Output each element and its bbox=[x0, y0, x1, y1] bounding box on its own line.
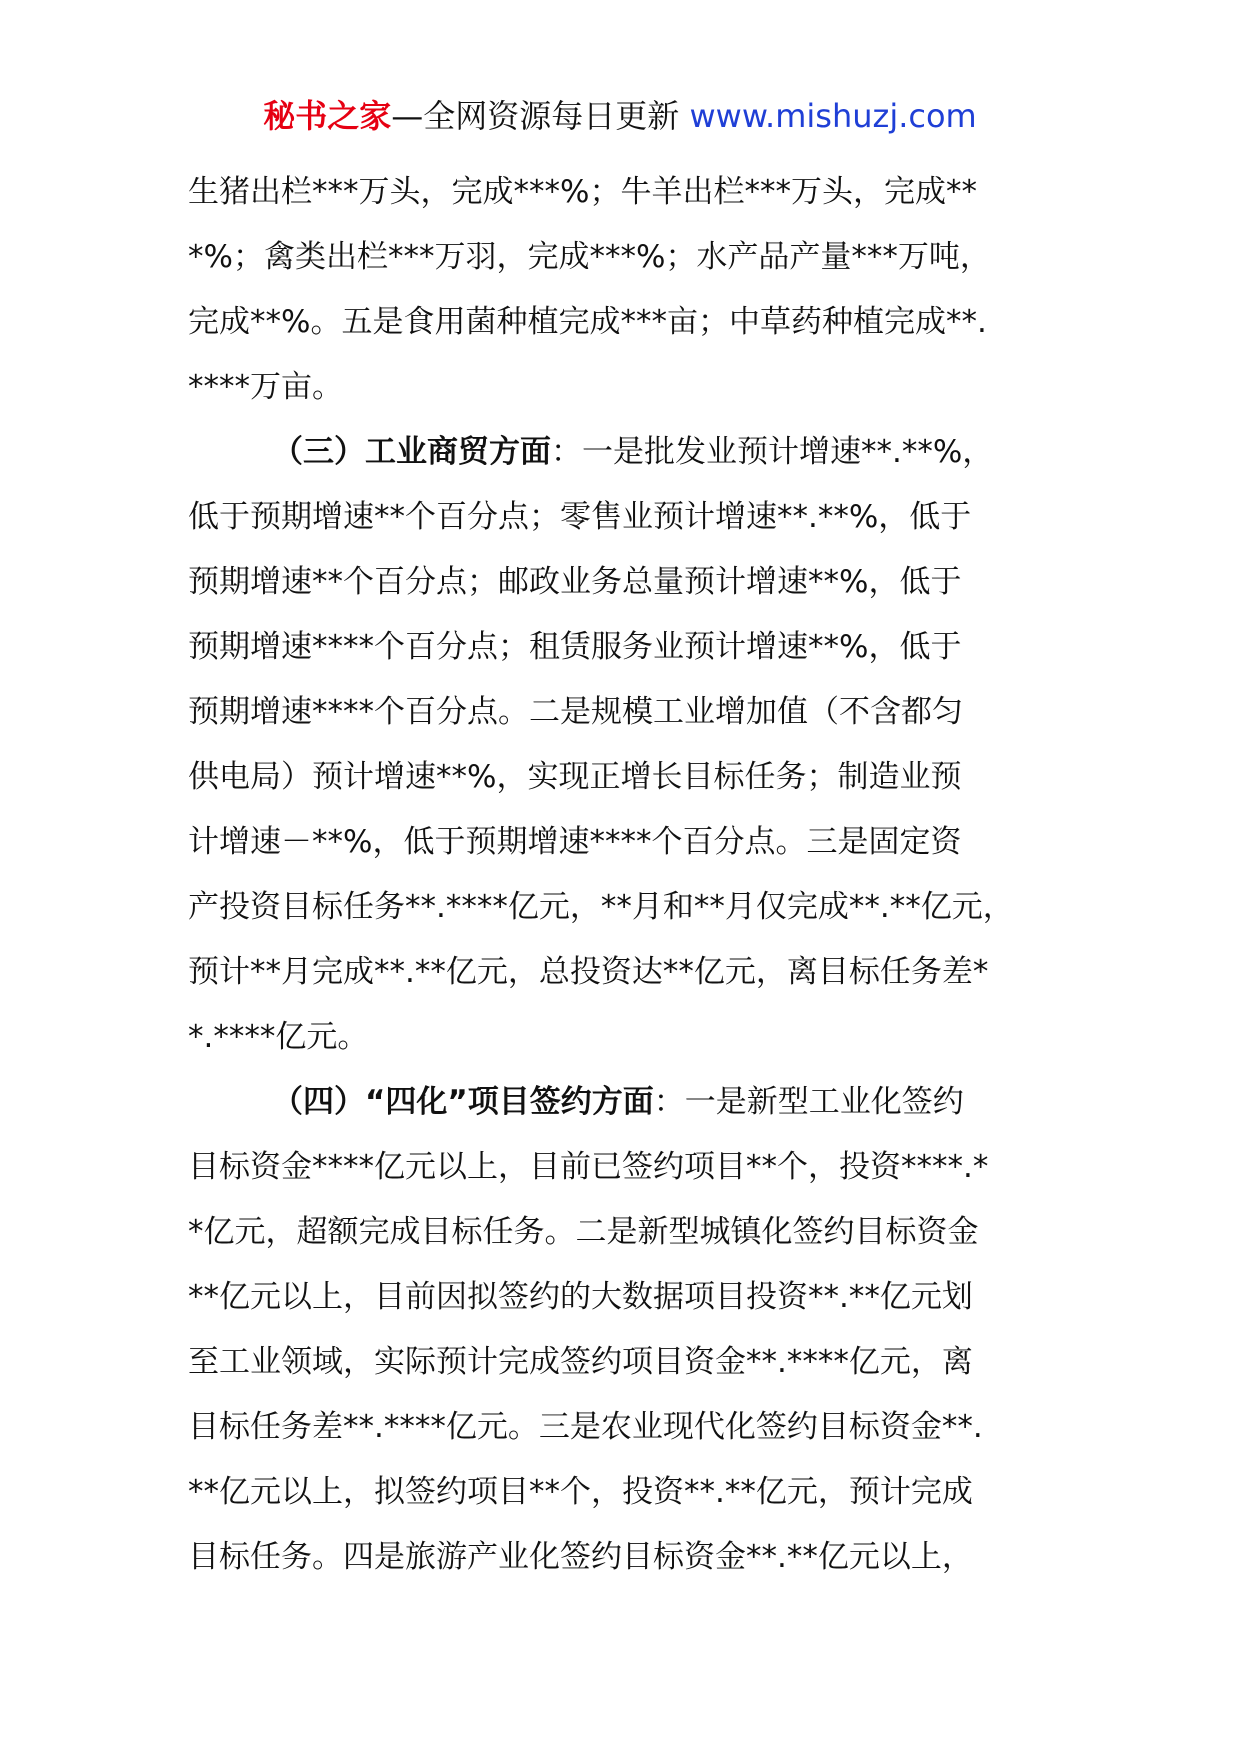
text-line: 预期增速**个百分点；邮政业务总量预计增速**%，低于 bbox=[188, 564, 962, 600]
text-line: 目标任务差**.****亿元。三是农业现代化签约目标资金**. bbox=[188, 1409, 983, 1445]
site-header bbox=[0, 96, 1240, 136]
brand-name: 秘书之家 bbox=[263, 97, 392, 135]
text-line: **亿元以上，拟签约项目**个，投资**.**亿元，预计完成 bbox=[188, 1474, 973, 1510]
text-line: 预期增速****个百分点；租赁服务业预计增速**%，低于 bbox=[188, 629, 962, 665]
text-line: 供电局）预计增速**%，实现正增长目标任务；制造业预 bbox=[188, 759, 962, 795]
text-line: 目标任务。四是旅游产业化签约目标资金**.**亿元以上， bbox=[188, 1539, 973, 1575]
text-line: 完成**%。五是食用菌种植完成***亩；中草药种植完成**. bbox=[188, 304, 987, 340]
text-line: 预期增速****个百分点。二是规模工业增加值（不含都匀 bbox=[188, 694, 963, 730]
section-4-first-line bbox=[188, 1070, 1088, 1135]
section-3-first-line bbox=[188, 420, 1088, 485]
section-4-heading: （四）“四化”项目签约方面 bbox=[272, 1084, 654, 1120]
section-3-heading: （三）工业商贸方面 bbox=[272, 434, 551, 470]
text-line: 产投资目标任务**.****亿元，**月和**月仅完成**.**亿元， bbox=[188, 889, 1014, 925]
text-line: *%；禽类出栏***万羽，完成***%；水产品产量***万吨， bbox=[188, 239, 991, 275]
text-line: *.****亿元。 bbox=[188, 1019, 369, 1055]
text-line: *亿元，超额完成目标任务。二是新型城镇化签约目标资金 bbox=[188, 1214, 979, 1250]
text-line: 计增速－**%，低于预期增速****个百分点。三是固定资 bbox=[188, 824, 962, 860]
text-line: 生猪出栏***万头，完成***%；牛羊出栏***万头，完成** bbox=[188, 174, 977, 210]
text-line: 至工业领域，实际预计完成签约项目资金**.****亿元，离 bbox=[188, 1344, 973, 1380]
section-4-text: ：一是新型工业化签约 bbox=[653, 1084, 964, 1120]
document-body bbox=[188, 160, 1088, 1590]
text-line: **亿元以上，目前因拟签约的大数据项目投资**.**亿元划 bbox=[188, 1279, 973, 1315]
site-url-link[interactable]: www.mishuzj.com bbox=[689, 97, 977, 135]
text-line: 低于预期增速**个百分点；零售业预计增速**.**%，低于 bbox=[188, 499, 972, 535]
text-line: 预计**月完成**.**亿元，总投资达**亿元，离目标任务差* bbox=[188, 954, 989, 990]
section-3-text: ：一是批发业预计增速**.**%， bbox=[551, 434, 994, 470]
header-tagline: —全网资源每日更新 bbox=[391, 97, 690, 135]
text-line: ****万亩。 bbox=[188, 369, 343, 405]
text-line: 目标资金****亿元以上，目前已签约项目**个，投资****.* bbox=[188, 1149, 989, 1185]
